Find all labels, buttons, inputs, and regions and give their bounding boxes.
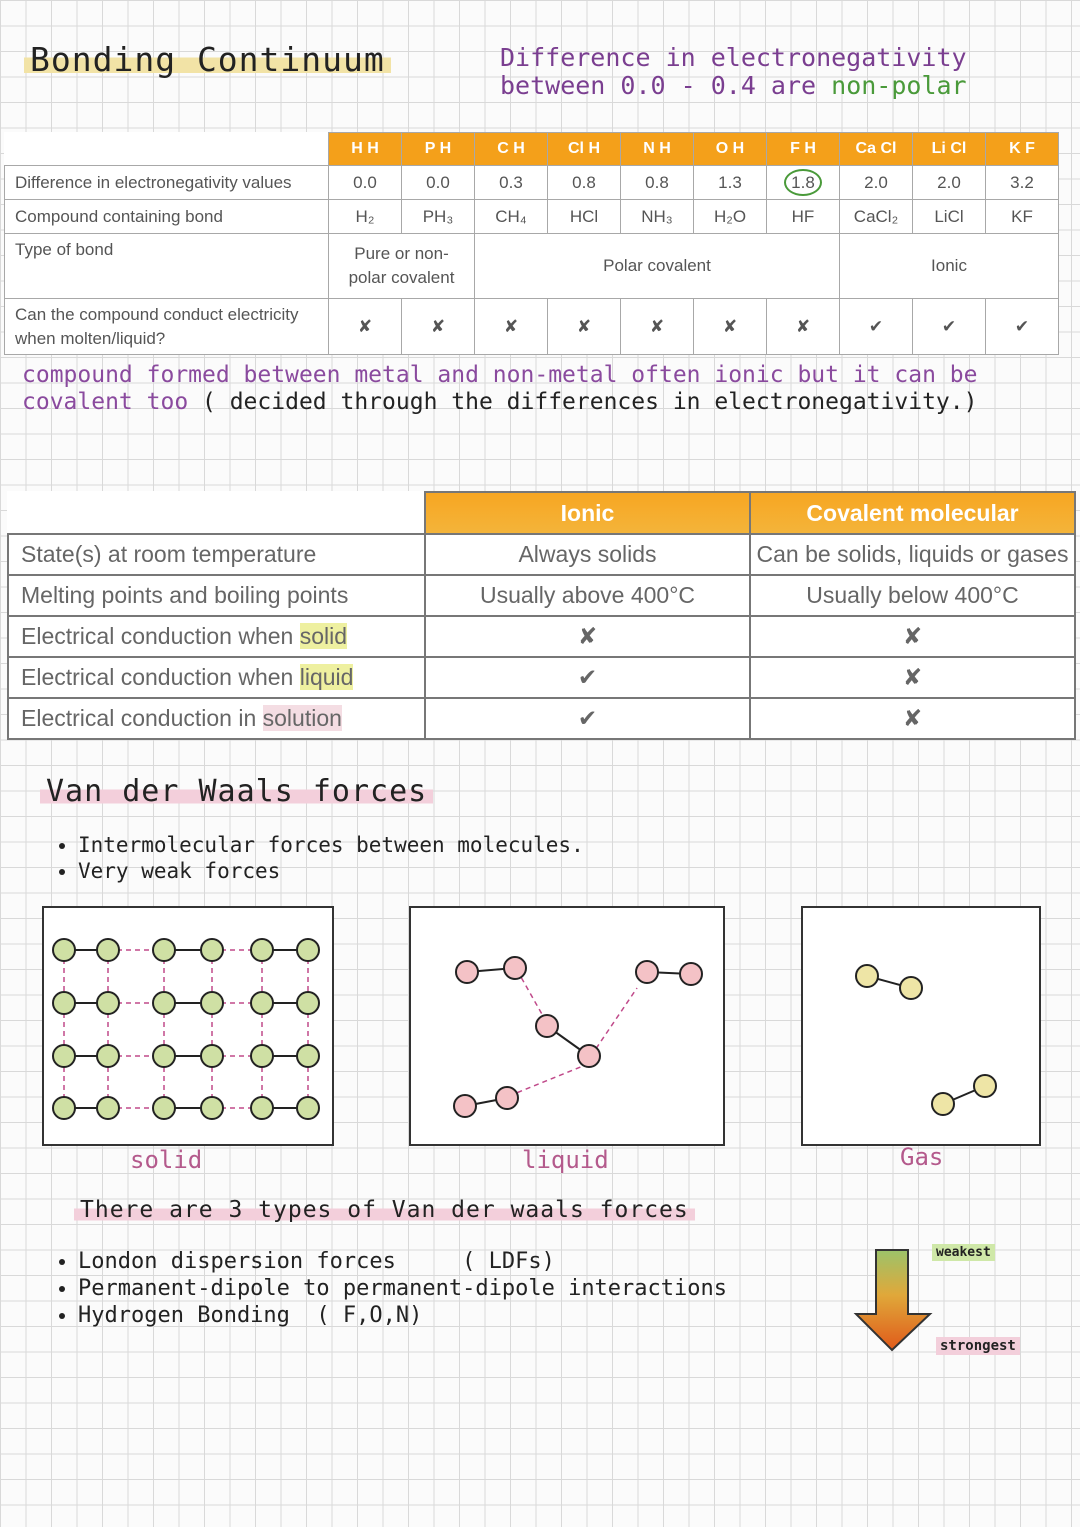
electronegativity-note bbox=[500, 44, 1060, 100]
atom bbox=[251, 1045, 273, 1067]
atom bbox=[932, 1093, 954, 1115]
covalent-cell: Usually below 400°C bbox=[750, 575, 1075, 616]
molecule bbox=[932, 1075, 996, 1115]
molecule bbox=[454, 1087, 518, 1117]
ionic-cell: ✔ bbox=[425, 657, 750, 698]
conduct-mark: ✘ bbox=[329, 299, 402, 355]
list-item: • London dispersion forces ( LDFs) bbox=[78, 1248, 727, 1275]
conduct-mark: ✔ bbox=[840, 299, 913, 355]
atom bbox=[153, 992, 175, 1014]
compound-cell: H₂ bbox=[329, 200, 402, 234]
pair-header: C H bbox=[475, 133, 548, 166]
pair-header: F H bbox=[767, 133, 840, 166]
molecule bbox=[251, 992, 319, 1014]
bond-type-nonpolar: Pure or non-polar covalent bbox=[329, 234, 475, 299]
strength-arrow-icon bbox=[852, 1246, 936, 1356]
molecule bbox=[636, 961, 702, 985]
note-line-2: between 0.0 - 0.4 are non-polar bbox=[500, 71, 967, 100]
bond-continuum-table bbox=[4, 132, 1059, 355]
compound-cell: LiCl bbox=[913, 200, 986, 234]
molecule bbox=[456, 957, 526, 983]
note-line-1: Difference in electronegativity bbox=[500, 43, 967, 72]
difference-value: 2.0 bbox=[913, 166, 986, 200]
table-row bbox=[8, 575, 1075, 616]
molecule bbox=[53, 1097, 119, 1119]
vdw-types-heading: There are 3 types of Van der waals forces bbox=[74, 1197, 695, 1223]
atom bbox=[496, 1087, 518, 1109]
row-label: Melting points and boiling points bbox=[8, 575, 425, 616]
vdw-types-list bbox=[48, 1248, 727, 1329]
atom bbox=[251, 1097, 273, 1119]
conduct-mark: ✘ bbox=[767, 299, 840, 355]
molecule bbox=[536, 1015, 600, 1067]
atom bbox=[456, 961, 478, 983]
atom bbox=[53, 1097, 75, 1119]
caption-liquid: liquid bbox=[522, 1146, 609, 1174]
bond-type-polar: Polar covalent bbox=[475, 234, 840, 299]
atom bbox=[53, 992, 75, 1014]
ionic-cell: ✔ bbox=[425, 698, 750, 739]
atom bbox=[97, 1045, 119, 1067]
conduct-mark: ✘ bbox=[402, 299, 475, 355]
pair-header: P H bbox=[402, 133, 475, 166]
molecule bbox=[53, 1045, 119, 1067]
atom bbox=[636, 961, 658, 983]
atom bbox=[153, 1097, 175, 1119]
atom bbox=[454, 1095, 476, 1117]
compound-cell: CH₄ bbox=[475, 200, 548, 234]
gas-diagram bbox=[801, 906, 1041, 1146]
pair-header: O H bbox=[694, 133, 767, 166]
liquid-molecules bbox=[454, 957, 702, 1117]
atom bbox=[201, 1045, 223, 1067]
atom bbox=[53, 939, 75, 961]
liquid-dashed-links bbox=[509, 970, 637, 1096]
gas-molecules bbox=[856, 965, 996, 1115]
atom bbox=[201, 939, 223, 961]
atom bbox=[297, 1045, 319, 1067]
difference-value: 0.8 bbox=[621, 166, 694, 200]
solid-svg bbox=[44, 908, 332, 1144]
difference-value: 1.3 bbox=[694, 166, 767, 200]
molecule bbox=[153, 1097, 223, 1119]
atom bbox=[900, 977, 922, 999]
atom bbox=[297, 939, 319, 961]
molecule bbox=[856, 965, 922, 999]
table2-header-row bbox=[8, 492, 1075, 534]
circled-difference-value: 1.8 bbox=[784, 169, 822, 196]
ionic-cell: ✘ bbox=[425, 616, 750, 657]
molecule bbox=[251, 939, 319, 961]
compound-cell: KF bbox=[986, 200, 1059, 234]
atom bbox=[153, 1045, 175, 1067]
conduct-mark: ✔ bbox=[913, 299, 986, 355]
ionic-vs-covalent-table bbox=[7, 491, 1076, 740]
atom bbox=[578, 1045, 600, 1067]
covalent-cell: ✘ bbox=[750, 616, 1075, 657]
conduct-row bbox=[5, 299, 1059, 355]
liquid-diagram bbox=[409, 906, 725, 1146]
atom bbox=[297, 992, 319, 1014]
atom bbox=[97, 992, 119, 1014]
pair-header: Cl H bbox=[548, 133, 621, 166]
atom bbox=[153, 939, 175, 961]
solid-dashed-links bbox=[64, 950, 308, 1108]
vdw-bullets bbox=[48, 832, 584, 884]
row-label: Difference in electronegativity values bbox=[5, 166, 329, 200]
difference-value: 2.0 bbox=[840, 166, 913, 200]
compound-cell: NH₃ bbox=[621, 200, 694, 234]
list-item: • Intermolecular forces between molecules. bbox=[78, 832, 584, 858]
table-row bbox=[8, 534, 1075, 575]
atom bbox=[680, 963, 702, 985]
conduct-mark: ✔ bbox=[986, 299, 1059, 355]
pair-header: N H bbox=[621, 133, 694, 166]
molecule bbox=[53, 992, 119, 1014]
conduct-mark: ✘ bbox=[475, 299, 548, 355]
row-label: Compound containing bond bbox=[5, 200, 329, 234]
conduct-mark: ✘ bbox=[694, 299, 767, 355]
table-row bbox=[8, 657, 1075, 698]
compound-cell: HCl bbox=[548, 200, 621, 234]
strongest-label: strongest bbox=[936, 1337, 1020, 1355]
atom bbox=[251, 939, 273, 961]
difference-value: 3.2 bbox=[986, 166, 1059, 200]
bond-type-ionic: Ionic bbox=[840, 234, 1059, 299]
atom bbox=[504, 957, 526, 979]
header-ionic: Ionic bbox=[425, 492, 750, 534]
solid-diagram bbox=[42, 906, 334, 1146]
pair-header: Li Cl bbox=[913, 133, 986, 166]
molecule bbox=[251, 1097, 319, 1119]
header-covalent: Covalent molecular bbox=[750, 492, 1075, 534]
gas-svg bbox=[803, 908, 1039, 1144]
atom bbox=[536, 1015, 558, 1037]
liquid-svg bbox=[411, 908, 723, 1144]
atom bbox=[53, 1045, 75, 1067]
atom bbox=[251, 992, 273, 1014]
page-title: Bonding Continuum bbox=[24, 40, 391, 79]
row-label: Electrical conduction when solid bbox=[8, 616, 425, 657]
conduct-mark: ✘ bbox=[621, 299, 694, 355]
table-row bbox=[8, 698, 1075, 739]
vdw-heading: Van der Waals forces bbox=[40, 774, 433, 809]
covalent-cell: Can be solids, liquids or gases bbox=[750, 534, 1075, 575]
list-item: • Permanent-dipole to permanent-dipole interactions bbox=[78, 1275, 727, 1302]
molecule bbox=[153, 992, 223, 1014]
atom bbox=[201, 1097, 223, 1119]
row-label: Electrical conduction when liquid bbox=[8, 657, 425, 698]
covalent-cell: ✘ bbox=[750, 657, 1075, 698]
row-label: Can the compound conduct electricity when molten/liquid? bbox=[5, 299, 329, 355]
ionic-covalent-note: compound formed between metal and non-metal often ionic but it can be covalent too ( decided through the differences in electronegativity.) bbox=[22, 362, 978, 415]
atom bbox=[97, 939, 119, 961]
pair-header: H H bbox=[329, 133, 402, 166]
difference-value: 0.3 bbox=[475, 166, 548, 200]
pair-header: Ca Cl bbox=[840, 133, 913, 166]
atom bbox=[97, 1097, 119, 1119]
row-label: Electrical conduction in solution bbox=[8, 698, 425, 739]
atom bbox=[297, 1097, 319, 1119]
compound-cell: PH₃ bbox=[402, 200, 475, 234]
row-label: Type of bond bbox=[5, 234, 329, 299]
compound-cell: HF bbox=[767, 200, 840, 234]
molecule bbox=[153, 939, 223, 961]
atom bbox=[856, 965, 878, 987]
compound-cell: H₂O bbox=[694, 200, 767, 234]
table1-header-row bbox=[5, 133, 1059, 166]
compound-cell: CaCl₂ bbox=[840, 200, 913, 234]
difference-row bbox=[5, 166, 1059, 200]
table-row bbox=[8, 616, 1075, 657]
difference-value: 0.0 bbox=[329, 166, 402, 200]
caption-gas: Gas bbox=[900, 1143, 944, 1171]
row-label: State(s) at room temperature bbox=[8, 534, 425, 575]
difference-value: 0.0 bbox=[402, 166, 475, 200]
weakest-label: weakest bbox=[932, 1244, 995, 1261]
atom bbox=[974, 1075, 996, 1097]
list-item: • Very weak forces bbox=[78, 858, 584, 884]
molecule bbox=[251, 1045, 319, 1067]
solid-molecules bbox=[53, 939, 319, 1119]
atom bbox=[201, 992, 223, 1014]
pair-header: K F bbox=[986, 133, 1059, 166]
list-item: • Hydrogen Bonding ( F,O,N) bbox=[78, 1302, 727, 1329]
ionic-cell: Always solids bbox=[425, 534, 750, 575]
caption-solid: solid bbox=[130, 1146, 203, 1174]
molecule bbox=[153, 1045, 223, 1067]
conduct-mark: ✘ bbox=[548, 299, 621, 355]
bond-type-row bbox=[5, 234, 1059, 299]
difference-value: 0.8 bbox=[548, 166, 621, 200]
molecule bbox=[53, 939, 119, 961]
covalent-cell: ✘ bbox=[750, 698, 1075, 739]
ionic-cell: Usually above 400°C bbox=[425, 575, 750, 616]
compound-row bbox=[5, 200, 1059, 234]
